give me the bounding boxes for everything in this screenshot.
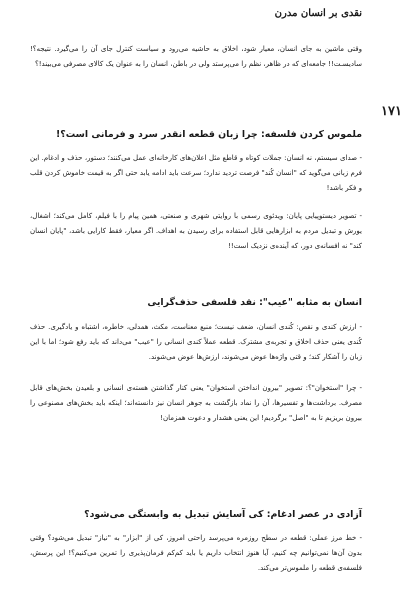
- section-1-item-1: - صدای سیستم، نه انسان: جملات کوتاه و قاطع مثل اعلان‌های کارخانه‌ای عمل می‌کنند؛ دستور، حذف و ادغام. این فرم زبانی می‌گوید که "انسان کُند" فرصت تردید ندارد؛ سرعت باید ادامه یابد حتی اگر به قیمت خاموش کردن قلب و فکر باشد!: [30, 154, 362, 192]
- section-1-heading: ملموس کردن فلسفه: چرا زبان قطعه انقدر سرد و فرمانی است؟!: [56, 129, 362, 140]
- running-head-title: نقدی بر انسان مدرن: [274, 8, 362, 19]
- section-2-item-2: - چرا "استخوان"؟: تصویر "بیرون انداختن استخوان" یعنی کنار گذاشتن هسته‌ی انسانی و بلعیدن بخش‌های قابل مصرف. برداشت‌ها و تفسیرها، آن را نماد بازگشت به جوهر انسان نیز دانسته‌اند؛ اینکه باید بخش‌های مصنوعی را بیرون بریزیم تا به "اصل" برگردیم! این یعنی هشدار و دعوت همزمان!: [30, 384, 362, 422]
- section-3-heading: آزادی در عصر ادغام: کی آسایش تبدیل به وابستگی می‌شود؟: [84, 509, 362, 520]
- section-2-heading: انسان به مثابه "عیب": نقد فلسفی حذف‌گرایی: [147, 297, 362, 308]
- section-2-item-1: - ارزش کندی و نقص: کُندی انسان، ضعف نیست؛ منبع معناست، مکث، همدلی، خاطره، اشتباه و یادگیری. حذف کُندی یعنی حذف اخلاق و تجربه‌ی مشترک. قطعه عملاً کندی انسانی را "عیب" می‌داند که باید رفع شود؛ اما با این زبان را آشکار کند؛ و قتی واژه‌ها عوض می‌شوند، ارزش‌ها عوض می‌شوند.: [30, 323, 362, 361]
- section-1-item-2: - تصویر دیستوپیایی پایان: ویدئوی رسمی با روایتی شهری و صنعتی، همین پیام را با فیلم، کامل می‌کند؛ اشغال، یورش و تبدیل مردم به ابزارهایی قابل استفاده برای رسیدن به اهداف. اگر معیار، فقط کارایی باشد، "پایان انسان کند" نه افسانه‌ی دور، که آینده‌ی نزدیک است!!: [30, 212, 362, 250]
- page-number: ۱۷۱: [381, 104, 402, 119]
- section-3-item-1: - خط مرز عملی: قطعه در سطح روزمره می‌پرسد راحتی امروز، کی از "ابزار" به "نیاز" تبدیل می‌شود؟ وقتی بدون آن‌ها نمی‌توانیم چه کنیم، آیا هنوز انتخاب داریم یا باید کم‌کم فرمان‌پذیری را تمرین می‌کنیم؟! این پرسش، فلسفه‌ی قطعه را ملموس‌تر می‌کند.: [30, 534, 362, 572]
- intro-paragraph: وقتی ماشین به جای انسان، معیار شود، اخلاق به حاشیه می‌رود و سیاست کنترل جای آن را می‌گیرد. نتیجه؟! سادیسـت!! جامعه‌ای که در ظاهر، نظم را می‌پرستد ولی در باطن، انسان را به عنوان یک کالای مصرفی می‌بیند!؟: [30, 45, 362, 68]
